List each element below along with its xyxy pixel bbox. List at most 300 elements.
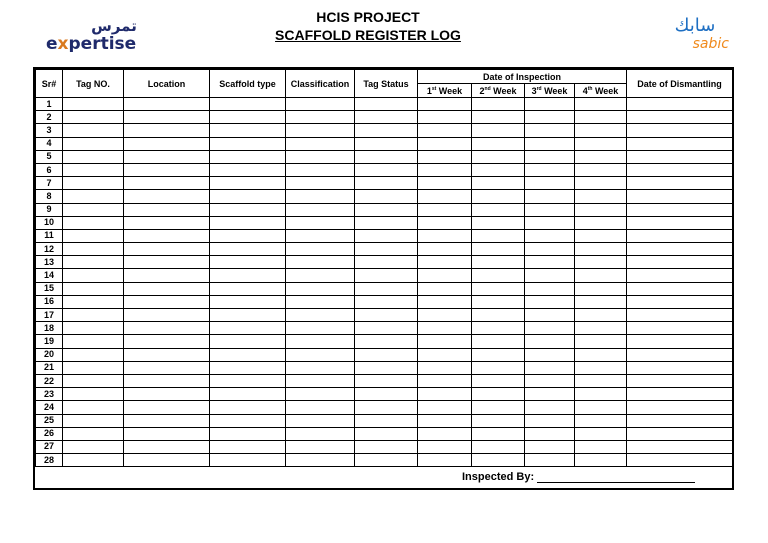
cell-week-2[interactable]	[472, 282, 525, 295]
cell-tag-no[interactable]	[63, 348, 124, 361]
cell-location[interactable]	[124, 335, 210, 348]
cell-week-1[interactable]	[418, 98, 472, 111]
cell-week-2[interactable]	[472, 401, 525, 414]
cell-week-3[interactable]	[525, 414, 575, 427]
cell-scaffold-type[interactable]	[210, 124, 286, 137]
cell-tag-no[interactable]	[63, 203, 124, 216]
cell-tag-status[interactable]	[355, 322, 418, 335]
cell-scaffold-type[interactable]	[210, 427, 286, 440]
cell-location[interactable]	[124, 124, 210, 137]
cell-week-2[interactable]	[472, 335, 525, 348]
cell-tag-status[interactable]	[355, 361, 418, 374]
cell-location[interactable]	[124, 111, 210, 124]
cell-week-2[interactable]	[472, 322, 525, 335]
cell-location[interactable]	[124, 203, 210, 216]
cell-classification[interactable]	[286, 388, 355, 401]
cell-week-4[interactable]	[575, 137, 627, 150]
cell-week-2[interactable]	[472, 124, 525, 137]
cell-location[interactable]	[124, 427, 210, 440]
cell-week-2[interactable]	[472, 256, 525, 269]
cell-classification[interactable]	[286, 322, 355, 335]
cell-date-of-dismantling[interactable]	[627, 427, 733, 440]
cell-week-3[interactable]	[525, 124, 575, 137]
cell-week-1[interactable]	[418, 282, 472, 295]
cell-week-4[interactable]	[575, 295, 627, 308]
cell-week-1[interactable]	[418, 229, 472, 242]
cell-location[interactable]	[124, 348, 210, 361]
cell-scaffold-type[interactable]	[210, 401, 286, 414]
cell-location[interactable]	[124, 163, 210, 176]
cell-week-3[interactable]	[525, 111, 575, 124]
cell-week-3[interactable]	[525, 269, 575, 282]
cell-week-1[interactable]	[418, 335, 472, 348]
cell-week-4[interactable]	[575, 348, 627, 361]
cell-tag-no[interactable]	[63, 440, 124, 453]
cell-week-3[interactable]	[525, 256, 575, 269]
cell-date-of-dismantling[interactable]	[627, 361, 733, 374]
cell-week-1[interactable]	[418, 348, 472, 361]
cell-location[interactable]	[124, 454, 210, 467]
cell-tag-no[interactable]	[63, 229, 124, 242]
cell-classification[interactable]	[286, 348, 355, 361]
cell-week-1[interactable]	[418, 401, 472, 414]
cell-classification[interactable]	[286, 98, 355, 111]
cell-week-4[interactable]	[575, 388, 627, 401]
cell-date-of-dismantling[interactable]	[627, 98, 733, 111]
cell-tag-status[interactable]	[355, 177, 418, 190]
cell-date-of-dismantling[interactable]	[627, 269, 733, 282]
cell-tag-status[interactable]	[355, 269, 418, 282]
cell-tag-status[interactable]	[355, 335, 418, 348]
cell-scaffold-type[interactable]	[210, 163, 286, 176]
cell-tag-no[interactable]	[63, 427, 124, 440]
cell-date-of-dismantling[interactable]	[627, 150, 733, 163]
cell-week-3[interactable]	[525, 203, 575, 216]
cell-week-4[interactable]	[575, 361, 627, 374]
cell-tag-no[interactable]	[63, 243, 124, 256]
cell-week-2[interactable]	[472, 163, 525, 176]
cell-week-4[interactable]	[575, 454, 627, 467]
cell-date-of-dismantling[interactable]	[627, 216, 733, 229]
cell-scaffold-type[interactable]	[210, 335, 286, 348]
cell-classification[interactable]	[286, 269, 355, 282]
cell-tag-status[interactable]	[355, 440, 418, 453]
table-row	[36, 309, 733, 322]
cell-tag-status[interactable]	[355, 137, 418, 150]
cell-scaffold-type[interactable]	[210, 414, 286, 427]
cell-sr: 13	[36, 256, 63, 269]
cell-classification[interactable]	[286, 256, 355, 269]
cell-date-of-dismantling[interactable]	[627, 348, 733, 361]
cell-week-3[interactable]	[525, 401, 575, 414]
cell-week-2[interactable]	[472, 440, 525, 453]
cell-scaffold-type[interactable]	[210, 322, 286, 335]
cell-week-3[interactable]	[525, 216, 575, 229]
cell-location[interactable]	[124, 98, 210, 111]
cell-date-of-dismantling[interactable]	[627, 124, 733, 137]
cell-date-of-dismantling[interactable]	[627, 388, 733, 401]
cell-classification[interactable]	[286, 137, 355, 150]
cell-scaffold-type[interactable]	[210, 348, 286, 361]
cell-classification[interactable]	[286, 454, 355, 467]
cell-classification[interactable]	[286, 229, 355, 242]
cell-scaffold-type[interactable]	[210, 374, 286, 387]
cell-date-of-dismantling[interactable]	[627, 414, 733, 427]
cell-week-3[interactable]	[525, 282, 575, 295]
cell-week-3[interactable]	[525, 137, 575, 150]
cell-tag-no[interactable]	[63, 163, 124, 176]
cell-location[interactable]	[124, 137, 210, 150]
cell-tag-status[interactable]	[355, 163, 418, 176]
cell-week-2[interactable]	[472, 190, 525, 203]
cell-week-3[interactable]	[525, 388, 575, 401]
cell-tag-no[interactable]	[63, 295, 124, 308]
cell-week-3[interactable]	[525, 440, 575, 453]
cell-week-3[interactable]	[525, 309, 575, 322]
cell-date-of-dismantling[interactable]	[627, 177, 733, 190]
cell-week-2[interactable]	[472, 98, 525, 111]
cell-week-1[interactable]	[418, 440, 472, 453]
cell-location[interactable]	[124, 414, 210, 427]
cell-week-2[interactable]	[472, 388, 525, 401]
cell-classification[interactable]	[286, 361, 355, 374]
cell-week-3[interactable]	[525, 374, 575, 387]
cell-tag-no[interactable]	[63, 361, 124, 374]
cell-week-3[interactable]	[525, 335, 575, 348]
cell-location[interactable]	[124, 282, 210, 295]
cell-date-of-dismantling[interactable]	[627, 374, 733, 387]
cell-week-1[interactable]	[418, 269, 472, 282]
cell-week-1[interactable]	[418, 454, 472, 467]
cell-tag-status[interactable]	[355, 98, 418, 111]
cell-classification[interactable]	[286, 216, 355, 229]
cell-week-1[interactable]	[418, 388, 472, 401]
cell-week-1[interactable]	[418, 190, 472, 203]
cell-scaffold-type[interactable]	[210, 269, 286, 282]
cell-week-2[interactable]	[472, 295, 525, 308]
cell-sr: 19	[36, 335, 63, 348]
cell-location[interactable]	[124, 190, 210, 203]
cell-week-2[interactable]	[472, 111, 525, 124]
cell-week-2[interactable]	[472, 361, 525, 374]
cell-date-of-dismantling[interactable]	[627, 454, 733, 467]
cell-scaffold-type[interactable]	[210, 388, 286, 401]
cell-date-of-dismantling[interactable]	[627, 137, 733, 150]
cell-week-3[interactable]	[525, 348, 575, 361]
cell-tag-status[interactable]	[355, 295, 418, 308]
cell-scaffold-type[interactable]	[210, 243, 286, 256]
cell-tag-no[interactable]	[63, 282, 124, 295]
cell-tag-status[interactable]	[355, 256, 418, 269]
cell-tag-no[interactable]	[63, 454, 124, 467]
cell-week-2[interactable]	[472, 454, 525, 467]
cell-classification[interactable]	[286, 427, 355, 440]
cell-scaffold-type[interactable]	[210, 309, 286, 322]
cell-location[interactable]	[124, 295, 210, 308]
cell-classification[interactable]	[286, 177, 355, 190]
cell-tag-status[interactable]	[355, 454, 418, 467]
table-row	[36, 243, 733, 256]
cell-location[interactable]	[124, 322, 210, 335]
cell-tag-status[interactable]	[355, 216, 418, 229]
cell-week-3[interactable]	[525, 427, 575, 440]
cell-week-4[interactable]	[575, 163, 627, 176]
cell-scaffold-type[interactable]	[210, 190, 286, 203]
cell-tag-no[interactable]	[63, 190, 124, 203]
cell-classification[interactable]	[286, 243, 355, 256]
cell-week-1[interactable]	[418, 137, 472, 150]
cell-week-3[interactable]	[525, 229, 575, 242]
cell-date-of-dismantling[interactable]	[627, 335, 733, 348]
cell-week-3[interactable]	[525, 454, 575, 467]
cell-week-3[interactable]	[525, 163, 575, 176]
cell-tag-status[interactable]	[355, 282, 418, 295]
cell-week-4[interactable]	[575, 309, 627, 322]
cell-week-1[interactable]	[418, 203, 472, 216]
cell-location[interactable]	[124, 309, 210, 322]
cell-classification[interactable]	[286, 374, 355, 387]
table-row	[36, 374, 733, 387]
cell-location[interactable]	[124, 388, 210, 401]
cell-tag-no[interactable]	[63, 335, 124, 348]
cell-date-of-dismantling[interactable]	[627, 190, 733, 203]
cell-tag-no[interactable]	[63, 269, 124, 282]
cell-location[interactable]	[124, 361, 210, 374]
cell-classification[interactable]	[286, 150, 355, 163]
cell-week-1[interactable]	[418, 256, 472, 269]
cell-location[interactable]	[124, 216, 210, 229]
cell-week-2[interactable]	[472, 137, 525, 150]
cell-tag-no[interactable]	[63, 374, 124, 387]
cell-location[interactable]	[124, 374, 210, 387]
cell-week-2[interactable]	[472, 203, 525, 216]
cell-week-2[interactable]	[472, 309, 525, 322]
cell-week-2[interactable]	[472, 348, 525, 361]
cell-tag-no[interactable]	[63, 414, 124, 427]
cell-tag-no[interactable]	[63, 401, 124, 414]
cell-scaffold-type[interactable]	[210, 177, 286, 190]
cell-date-of-dismantling[interactable]	[627, 203, 733, 216]
cell-classification[interactable]	[286, 309, 355, 322]
cell-location[interactable]	[124, 401, 210, 414]
cell-week-4[interactable]	[575, 98, 627, 111]
cell-location[interactable]	[124, 269, 210, 282]
cell-week-4[interactable]	[575, 322, 627, 335]
cell-week-4[interactable]	[575, 427, 627, 440]
cell-classification[interactable]	[286, 335, 355, 348]
cell-date-of-dismantling[interactable]	[627, 401, 733, 414]
cell-tag-no[interactable]	[63, 150, 124, 163]
cell-scaffold-type[interactable]	[210, 229, 286, 242]
cell-date-of-dismantling[interactable]	[627, 282, 733, 295]
cell-week-4[interactable]	[575, 229, 627, 242]
cell-week-2[interactable]	[472, 414, 525, 427]
cell-week-1[interactable]	[418, 124, 472, 137]
cell-date-of-dismantling[interactable]	[627, 229, 733, 242]
cell-scaffold-type[interactable]	[210, 440, 286, 453]
col-header-week-2: 2nd Week	[472, 84, 525, 98]
cell-week-1[interactable]	[418, 150, 472, 163]
cell-week-2[interactable]	[472, 427, 525, 440]
cell-scaffold-type[interactable]	[210, 203, 286, 216]
cell-week-1[interactable]	[418, 414, 472, 427]
cell-location[interactable]	[124, 440, 210, 453]
cell-sr: 14	[36, 269, 63, 282]
table-row	[36, 388, 733, 401]
cell-week-3[interactable]	[525, 150, 575, 163]
cell-tag-status[interactable]	[355, 374, 418, 387]
cell-week-2[interactable]	[472, 374, 525, 387]
sabic-logo	[655, 14, 733, 52]
page-subtitle: SCAFFOLD REGISTER LOG	[275, 27, 461, 43]
cell-week-3[interactable]	[525, 177, 575, 190]
cell-classification[interactable]	[286, 282, 355, 295]
cell-week-2[interactable]	[472, 177, 525, 190]
cell-tag-status[interactable]	[355, 388, 418, 401]
cell-week-2[interactable]	[472, 229, 525, 242]
cell-classification[interactable]	[286, 440, 355, 453]
cell-tag-status[interactable]	[355, 203, 418, 216]
cell-date-of-dismantling[interactable]	[627, 163, 733, 176]
cell-week-3[interactable]	[525, 361, 575, 374]
cell-scaffold-type[interactable]	[210, 256, 286, 269]
cell-location[interactable]	[124, 256, 210, 269]
cell-week-3[interactable]	[525, 98, 575, 111]
cell-week-4[interactable]	[575, 414, 627, 427]
cell-tag-no[interactable]	[63, 111, 124, 124]
cell-tag-status[interactable]	[355, 190, 418, 203]
cell-tag-no[interactable]	[63, 216, 124, 229]
col-header-tag-no: Tag NO.	[63, 70, 124, 98]
cell-date-of-dismantling[interactable]	[627, 243, 733, 256]
cell-week-4[interactable]	[575, 111, 627, 124]
cell-week-4[interactable]	[575, 401, 627, 414]
cell-week-1[interactable]	[418, 111, 472, 124]
cell-location[interactable]	[124, 243, 210, 256]
cell-tag-status[interactable]	[355, 243, 418, 256]
cell-week-1[interactable]	[418, 243, 472, 256]
cell-scaffold-type[interactable]	[210, 454, 286, 467]
cell-week-4[interactable]	[575, 440, 627, 453]
cell-tag-no[interactable]	[63, 124, 124, 137]
cell-week-1[interactable]	[418, 427, 472, 440]
cell-tag-status[interactable]	[355, 150, 418, 163]
cell-week-4[interactable]	[575, 177, 627, 190]
cell-classification[interactable]	[286, 401, 355, 414]
cell-week-2[interactable]	[472, 269, 525, 282]
cell-week-4[interactable]	[575, 282, 627, 295]
cell-week-4[interactable]	[575, 335, 627, 348]
cell-week-1[interactable]	[418, 322, 472, 335]
cell-tag-status[interactable]	[355, 229, 418, 242]
cell-classification[interactable]	[286, 295, 355, 308]
table-row	[36, 111, 733, 124]
cell-week-4[interactable]	[575, 150, 627, 163]
cell-location[interactable]	[124, 229, 210, 242]
cell-date-of-dismantling[interactable]	[627, 256, 733, 269]
cell-week-1[interactable]	[418, 163, 472, 176]
cell-tag-no[interactable]	[63, 322, 124, 335]
cell-date-of-dismantling[interactable]	[627, 440, 733, 453]
cell-week-2[interactable]	[472, 150, 525, 163]
cell-classification[interactable]	[286, 111, 355, 124]
cell-week-1[interactable]	[418, 374, 472, 387]
cell-tag-status[interactable]	[355, 124, 418, 137]
cell-tag-status[interactable]	[355, 111, 418, 124]
cell-scaffold-type[interactable]	[210, 361, 286, 374]
cell-tag-no[interactable]	[63, 177, 124, 190]
cell-tag-status[interactable]	[355, 401, 418, 414]
cell-scaffold-type[interactable]	[210, 216, 286, 229]
cell-week-4[interactable]	[575, 124, 627, 137]
cell-tag-no[interactable]	[63, 98, 124, 111]
cell-date-of-dismantling[interactable]	[627, 309, 733, 322]
cell-classification[interactable]	[286, 163, 355, 176]
cell-scaffold-type[interactable]	[210, 150, 286, 163]
cell-tag-no[interactable]	[63, 256, 124, 269]
cell-tag-status[interactable]	[355, 309, 418, 322]
table-row	[36, 335, 733, 348]
cell-tag-no[interactable]	[63, 388, 124, 401]
cell-week-1[interactable]	[418, 309, 472, 322]
cell-week-3[interactable]	[525, 322, 575, 335]
cell-week-3[interactable]	[525, 243, 575, 256]
cell-week-2[interactable]	[472, 216, 525, 229]
cell-week-1[interactable]	[418, 295, 472, 308]
cell-tag-no[interactable]	[63, 309, 124, 322]
cell-week-3[interactable]	[525, 295, 575, 308]
cell-tag-status[interactable]	[355, 427, 418, 440]
cell-week-1[interactable]	[418, 177, 472, 190]
cell-scaffold-type[interactable]	[210, 98, 286, 111]
cell-classification[interactable]	[286, 190, 355, 203]
cell-location[interactable]	[124, 150, 210, 163]
cell-week-1[interactable]	[418, 361, 472, 374]
cell-location[interactable]	[124, 177, 210, 190]
cell-week-4[interactable]	[575, 203, 627, 216]
table-row	[36, 163, 733, 176]
cell-classification[interactable]	[286, 124, 355, 137]
inspected-by-signature-line[interactable]	[537, 472, 695, 483]
cell-week-4[interactable]	[575, 216, 627, 229]
cell-date-of-dismantling[interactable]	[627, 111, 733, 124]
cell-sr: 15	[36, 282, 63, 295]
table-row	[36, 177, 733, 190]
cell-tag-status[interactable]	[355, 414, 418, 427]
cell-scaffold-type[interactable]	[210, 295, 286, 308]
cell-date-of-dismantling[interactable]	[627, 295, 733, 308]
cell-week-4[interactable]	[575, 243, 627, 256]
cell-classification[interactable]	[286, 414, 355, 427]
cell-scaffold-type[interactable]	[210, 111, 286, 124]
cell-scaffold-type[interactable]	[210, 282, 286, 295]
cell-scaffold-type[interactable]	[210, 137, 286, 150]
col-header-date-of-dismantling: Date of Dismantling	[627, 70, 733, 98]
cell-week-4[interactable]	[575, 269, 627, 282]
cell-tag-no[interactable]	[63, 137, 124, 150]
table-row	[36, 216, 733, 229]
cell-week-3[interactable]	[525, 190, 575, 203]
cell-week-4[interactable]	[575, 190, 627, 203]
cell-week-1[interactable]	[418, 216, 472, 229]
cell-tag-status[interactable]	[355, 348, 418, 361]
cell-date-of-dismantling[interactable]	[627, 322, 733, 335]
cell-classification[interactable]	[286, 203, 355, 216]
cell-week-4[interactable]	[575, 256, 627, 269]
table-row	[36, 322, 733, 335]
cell-week-2[interactable]	[472, 243, 525, 256]
cell-week-4[interactable]	[575, 374, 627, 387]
